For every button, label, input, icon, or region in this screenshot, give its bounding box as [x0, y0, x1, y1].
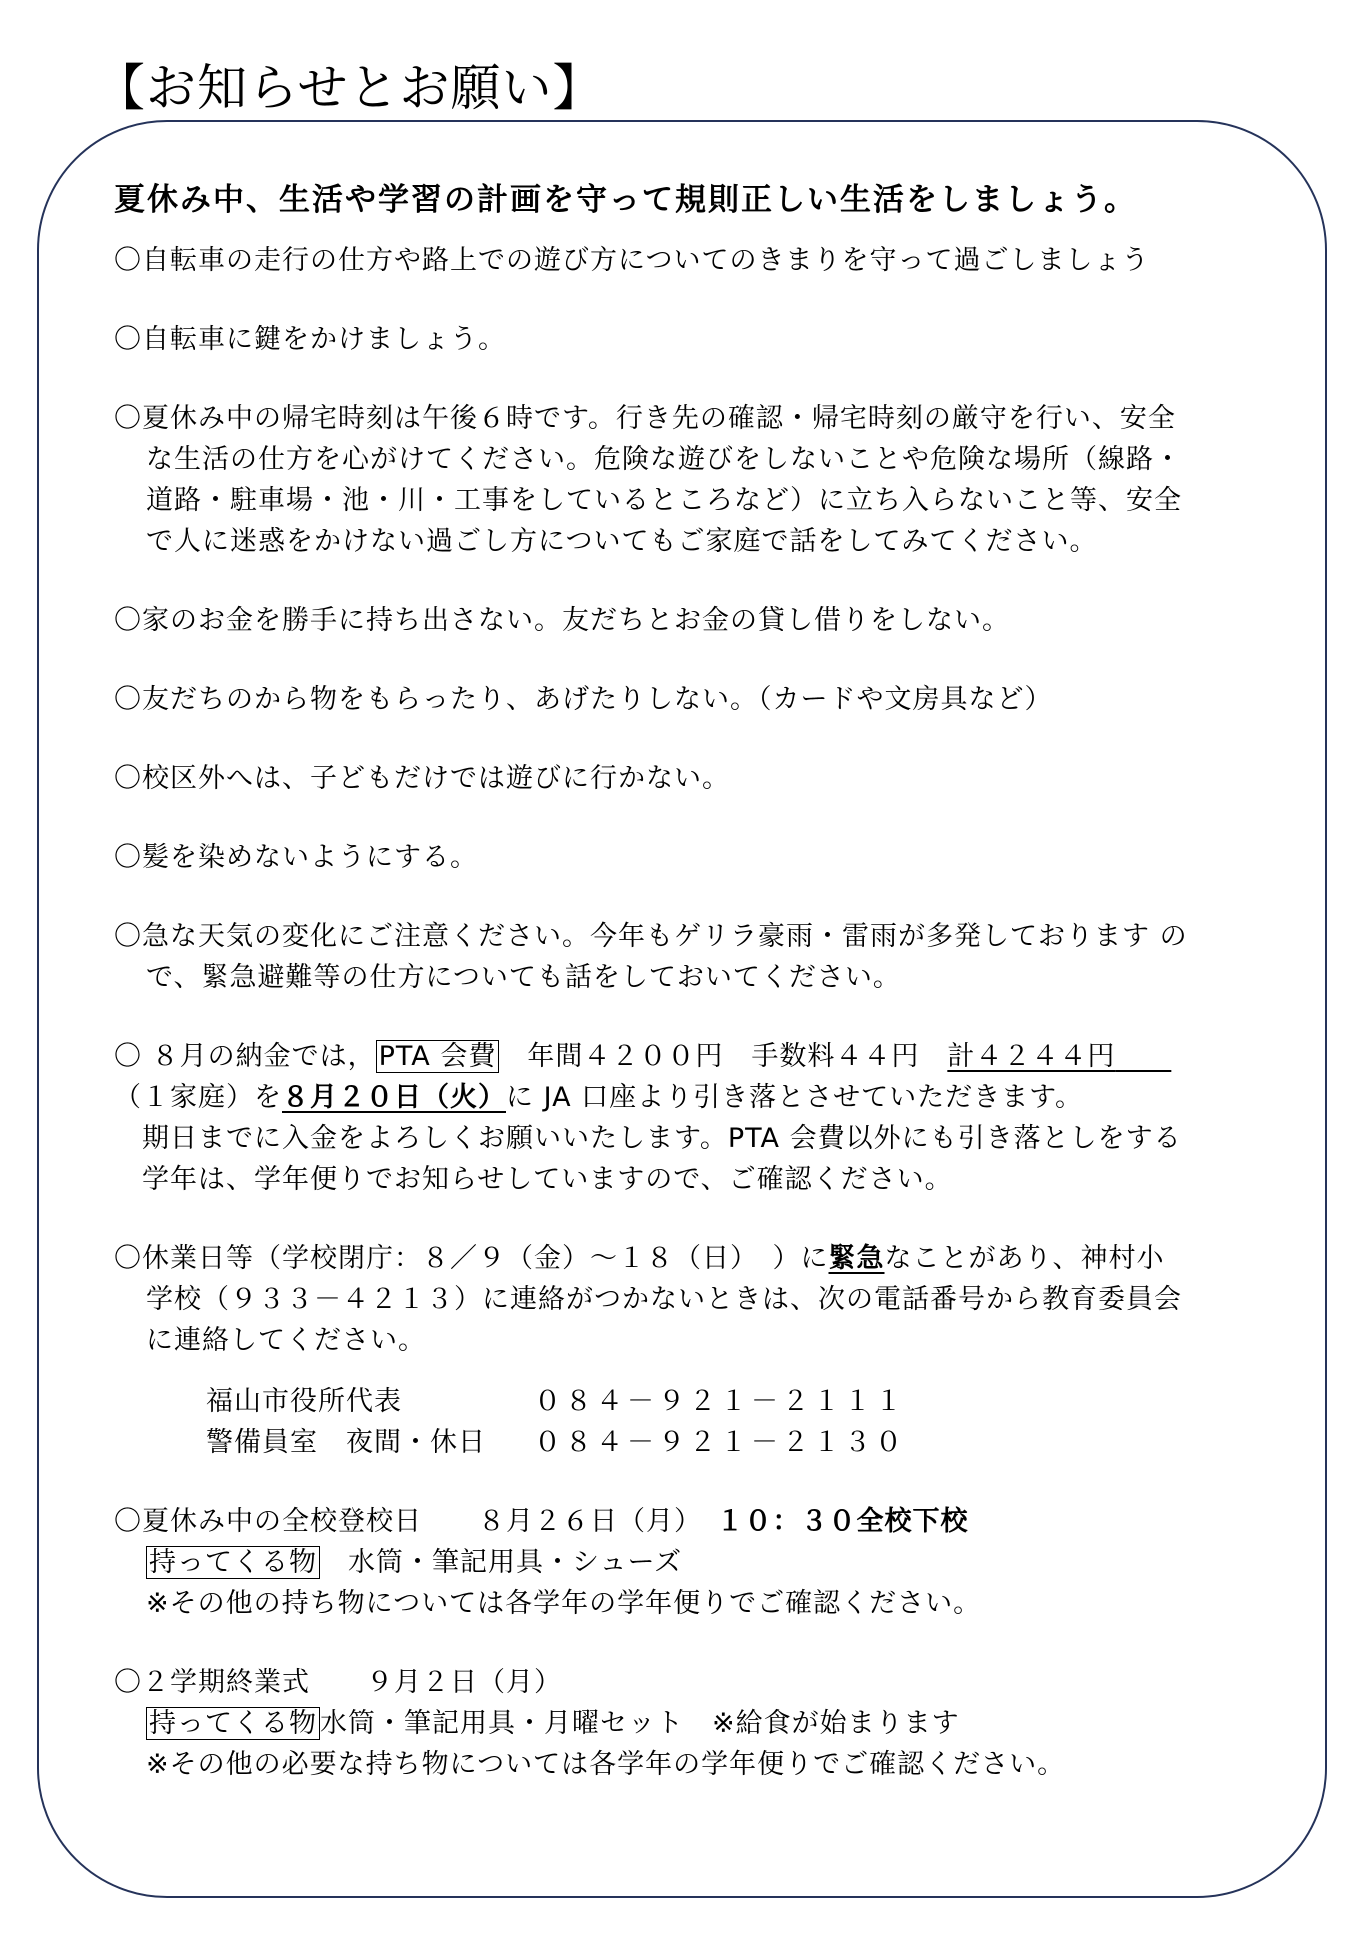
payment-total: 計４２４４円	[947, 1041, 1116, 1072]
notice-content	[114, 178, 1284, 1785]
payment-prefix: 〇 ８月の納金では，	[114, 1041, 376, 1072]
school-day-date: 〇夏休み中の全校登校日 ８月２６日（月）	[114, 1506, 717, 1537]
item-hair: 〇髪を染めないようにする。	[114, 842, 478, 873]
payment-line-3: 期日までに入金をよろしくお願いいたします。PTA 会費以外にも引き落としをする	[142, 1123, 1182, 1154]
weather-line: で、緊急避難等の仕方についても話をしておいてください。	[146, 962, 901, 993]
payment-line2-post: に JA 口座より引き落とさせていただきます。	[506, 1082, 1083, 1113]
holiday-line-2: 学校（９３３－４２１３）に連絡がつかないときは、次の電話番号から教育委員会	[146, 1284, 1182, 1315]
payment-annual: 年間４２００円	[527, 1041, 724, 1072]
ceremony-line-1: 〇２学期終業式 ９月２日（月）	[114, 1667, 562, 1698]
bring-label: 持ってくる物	[146, 1546, 320, 1579]
payment-fee: 手数料４４円	[751, 1041, 920, 1072]
item-bicycle-rules: 〇自転車の走行の仕方や路上での遊び方についてのきまりを守って過ごしましょう	[114, 245, 1150, 276]
phone-row	[206, 1381, 1284, 1422]
phone-name: 福山市役所代表	[206, 1386, 402, 1417]
item-school-day	[114, 1501, 1284, 1624]
payment-line-4: 学年は、学年便りでお知らせしていますので、ご確認ください。	[142, 1164, 953, 1195]
phone-row	[206, 1422, 1284, 1463]
item-bicycle-lock: 〇自転車に鍵をかけましょう。	[114, 324, 506, 355]
payment-line2-pre: （１家庭）を	[114, 1082, 282, 1113]
urgent-word: 緊急	[828, 1243, 885, 1274]
phone-number: ０８４－９２１－２１１１	[534, 1386, 906, 1417]
ceremony-bring	[114, 1703, 1284, 1744]
holiday-line1-pre: 〇休業日等（学校閉庁：８／９（金）～１８（日） ）に	[114, 1243, 829, 1274]
weather-line: 〇急な天気の変化にご注意ください。今年もゲリラ豪雨・雷雨が多発しております の	[114, 921, 1188, 952]
item-money: 〇家のお金を勝手に持ち出さない。友だちとお金の貸し借りをしない。	[114, 605, 1010, 636]
ceremony-note: ※その他の必要な持ち物については各学年の学年便りでご確認ください。	[146, 1749, 1066, 1780]
bring-label: 持ってくる物	[146, 1707, 320, 1740]
return-time-line: で人に迷惑をかけない過ごし方についてもご家庭で話をしてみてください。	[146, 526, 1098, 557]
item-gifts: 〇友だちのから物をもらったり、あげたりしない。（カードや文房具など）	[114, 684, 1053, 715]
bring-items: 水筒・筆記用具・月曜セット ※給食が始まります	[320, 1708, 960, 1739]
item-outside-district: 〇校区外へは、子どもだけでは遊びに行かない。	[114, 763, 730, 794]
school-day-dismissal: １０：３０全校下校	[716, 1506, 969, 1537]
phone-name: 警備員室 夜間・休日	[206, 1427, 486, 1458]
bring-items: 水筒・筆記用具・シューズ	[320, 1547, 683, 1578]
headline: 夏休み中、生活や学習の計画を守って規則正しい生活をしましょう。	[114, 182, 1137, 218]
item-payment	[114, 1036, 1284, 1200]
payment-date: ８月２０日（火）	[282, 1082, 506, 1113]
holiday-line-1	[114, 1238, 1284, 1279]
page-title: 【お知らせとお願い】	[95, 59, 604, 117]
item-return-time	[114, 398, 1284, 562]
school-day-note: ※その他の持ち物については各学年の学年便りでご確認ください。	[146, 1588, 982, 1619]
item-ceremony	[114, 1662, 1284, 1785]
item-holiday-contact	[114, 1238, 1284, 1463]
phone-list	[206, 1381, 1284, 1463]
school-day-line-1	[114, 1501, 1284, 1542]
phone-number: ０８４－９２１－２１３０	[534, 1427, 906, 1458]
holiday-line-3: に連絡してください。	[146, 1325, 426, 1356]
holiday-line1-post: なことがあり、神村小	[884, 1243, 1165, 1274]
pta-fee-label: PTA 会費	[376, 1040, 500, 1073]
return-time-line: な生活の仕方を心がけてください。危険な遊びをしないことや危険な場所（線路・	[146, 444, 1182, 475]
payment-line-1	[114, 1036, 1284, 1077]
return-time-line: 道路・駐車場・池・川・工事をしているところなど）に立ち入らないこと等、安全	[146, 485, 1182, 516]
payment-line-2	[114, 1077, 1284, 1118]
school-day-bring	[114, 1542, 1284, 1583]
item-weather	[114, 916, 1284, 998]
return-time-line: 〇夏休み中の帰宅時刻は午後６時です。行き先の確認・帰宅時刻の厳守を行い、安全	[114, 403, 1176, 434]
